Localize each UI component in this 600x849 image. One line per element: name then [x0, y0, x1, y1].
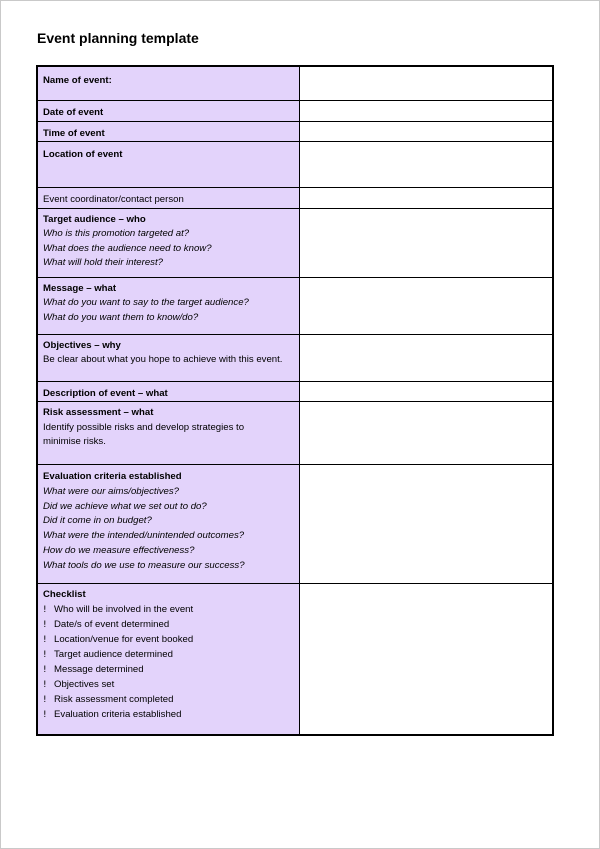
heading-message: Message – what [43, 282, 117, 294]
checklist-item [43, 618, 294, 633]
input-cell-risk-assessment[interactable] [299, 402, 553, 465]
prompt-line: minimise risks. [43, 436, 106, 447]
prompt-line: What does the audience need to know? [43, 242, 212, 254]
input-cell-target-audience[interactable] [299, 208, 553, 277]
input-cell-evaluation-criteria[interactable] [299, 465, 553, 584]
prompt-line: What were our aims/objectives? [43, 485, 179, 497]
label-cell-description [37, 381, 299, 402]
document-title: Event planning template [37, 30, 199, 46]
checklist-item [43, 678, 294, 693]
row-name-of-event [37, 66, 553, 101]
prompt-line: Be clear about what you hope to achieve with this event. [43, 354, 283, 365]
checklist-bullet-icon: ! [43, 649, 47, 660]
checklist-item [43, 708, 294, 723]
input-cell-time-of-event[interactable] [299, 121, 553, 142]
label-cell-date [37, 101, 299, 122]
prompt-line: Did it come in on budget? [43, 515, 152, 527]
heading-location-of-event: Location of event [43, 149, 123, 160]
label-cell-name [37, 66, 299, 101]
input-cell-event-coordinator[interactable] [299, 188, 553, 209]
checklist-item-label: Evaluation criteria established [54, 708, 182, 720]
heading-name-of-event: Name of event: [43, 75, 112, 86]
heading-event-coordinator: Event coordinator/contact person [43, 194, 184, 205]
prompt-line: How do we measure effectiveness? [43, 544, 195, 556]
checklist-item-label: Who will be involved in the event [54, 603, 194, 615]
checklist-item [43, 693, 294, 708]
row-evaluation-criteria [37, 465, 553, 584]
row-location-of-event [37, 142, 553, 188]
checklist-item-label: Date/s of event determined [54, 618, 170, 630]
heading-risk-assessment: Risk assessment – what [43, 407, 154, 418]
prompt-line: Who is this promotion targeted at? [43, 228, 190, 239]
label-cell-checklist [37, 584, 299, 736]
input-cell-objectives[interactable] [299, 334, 553, 381]
prompt-line: Did we achieve what we set out to do? [43, 500, 207, 512]
heading-checklist: Checklist [43, 589, 86, 600]
row-risk-assessment [37, 402, 553, 465]
checklist-item-label: Target audience determined [54, 648, 173, 660]
row-message [37, 277, 553, 334]
heading-description-of-event: Description of event – what [43, 387, 168, 399]
checklist-item [43, 603, 294, 618]
row-target-audience [37, 208, 553, 277]
row-description-of-event [37, 381, 553, 402]
checklist-bullet-icon: ! [43, 604, 47, 615]
checklist-bullet-icon: ! [43, 634, 47, 645]
row-date-of-event [37, 101, 553, 122]
label-cell-time [37, 121, 299, 142]
label-cell-audience [37, 208, 299, 277]
event-planning-table [36, 65, 554, 736]
row-objectives [37, 334, 553, 381]
checklist-bullet-icon: ! [43, 709, 47, 720]
heading-date-of-event: Date of event [43, 107, 104, 118]
input-cell-location-of-event[interactable] [299, 142, 553, 188]
checklist-item-label: Objectives set [54, 678, 115, 690]
label-cell-evaluation [37, 465, 299, 584]
checklist-bullet-icon: ! [43, 619, 47, 630]
row-event-coordinator [37, 188, 553, 209]
prompt-line: What tools do we use to measure our success? [43, 559, 245, 571]
heading-evaluation-criteria: Evaluation criteria established [43, 471, 182, 482]
label-cell-message [37, 277, 299, 334]
prompt-line: Identify possible risks and develop strategies to [43, 421, 245, 433]
checklist-item [43, 633, 294, 648]
input-cell-message[interactable] [299, 277, 553, 334]
checklist-bullet-icon: ! [43, 679, 47, 690]
label-cell-coordinator [37, 188, 299, 209]
checklist-item [43, 648, 294, 663]
input-cell-checklist[interactable] [299, 584, 553, 736]
label-cell-location [37, 142, 299, 188]
checklist-item-label: Risk assessment completed [54, 693, 174, 705]
input-cell-description-of-event[interactable] [299, 381, 553, 402]
checklist [43, 603, 294, 723]
checklist-item [43, 663, 294, 678]
checklist-bullet-icon: ! [43, 664, 47, 675]
input-cell-date-of-event[interactable] [299, 101, 553, 122]
checklist-item-label: Message determined [54, 663, 144, 675]
heading-target-audience: Target audience – who [43, 213, 146, 225]
input-cell-name-of-event[interactable] [299, 66, 553, 101]
label-cell-risk [37, 402, 299, 465]
prompt-line: What will hold their interest? [43, 257, 163, 268]
checklist-bullet-icon: ! [43, 694, 47, 705]
row-checklist [37, 584, 553, 736]
prompt-line: What do you want to say to the target audience? [43, 297, 249, 308]
prompt-line: What were the intended/unintended outcomes? [43, 530, 245, 542]
heading-time-of-event: Time of event [43, 127, 105, 139]
heading-objectives: Objectives – why [43, 339, 121, 351]
row-time-of-event [37, 121, 553, 142]
prompt-line: What do you want them to know/do? [43, 311, 199, 323]
label-cell-objectives [37, 334, 299, 381]
checklist-item-label: Location/venue for event booked [54, 633, 194, 645]
